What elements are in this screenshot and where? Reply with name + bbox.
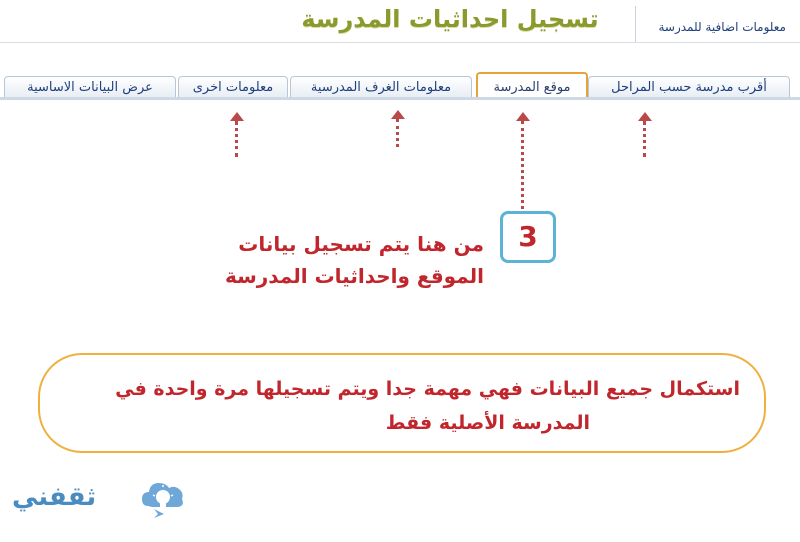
tab-basic-data[interactable]: عرض البيانات الاساسية (4, 76, 176, 99)
page-title: تسجيل احداثيات المدرسة (301, 5, 599, 33)
step-description-line1: من هنا يتم تسجيل بيانات (238, 232, 484, 256)
header-divider (0, 42, 800, 43)
lightbulb-icon (140, 476, 186, 522)
step-badge: 3 (500, 211, 556, 263)
tab-other-info[interactable]: معلومات اخرى (178, 76, 288, 99)
step-description-line2: الموقع واحداثيات المدرسة (224, 264, 484, 288)
note-line2: المدرسة الأصلية فقط (385, 412, 590, 434)
tab-school-location[interactable]: موقع المدرسة (476, 72, 588, 100)
note-text (70, 372, 740, 440)
extra-info-link[interactable]: معلومات اضافية للمدرسة (658, 20, 786, 34)
tab-classroom-info[interactable]: معلومات الغرف المدرسية (290, 76, 472, 99)
logo (12, 476, 192, 524)
tab-nearest-school[interactable]: أقرب مدرسة حسب المراحل (588, 76, 790, 99)
logo-text: ثقفني (12, 482, 97, 512)
note-line1: استكمال جميع البيانات فهي مهمة جدا ويتم تسجيلها مرة واحدة في (115, 378, 740, 400)
step-description (180, 228, 484, 292)
tab-bar-baseline (0, 97, 800, 100)
